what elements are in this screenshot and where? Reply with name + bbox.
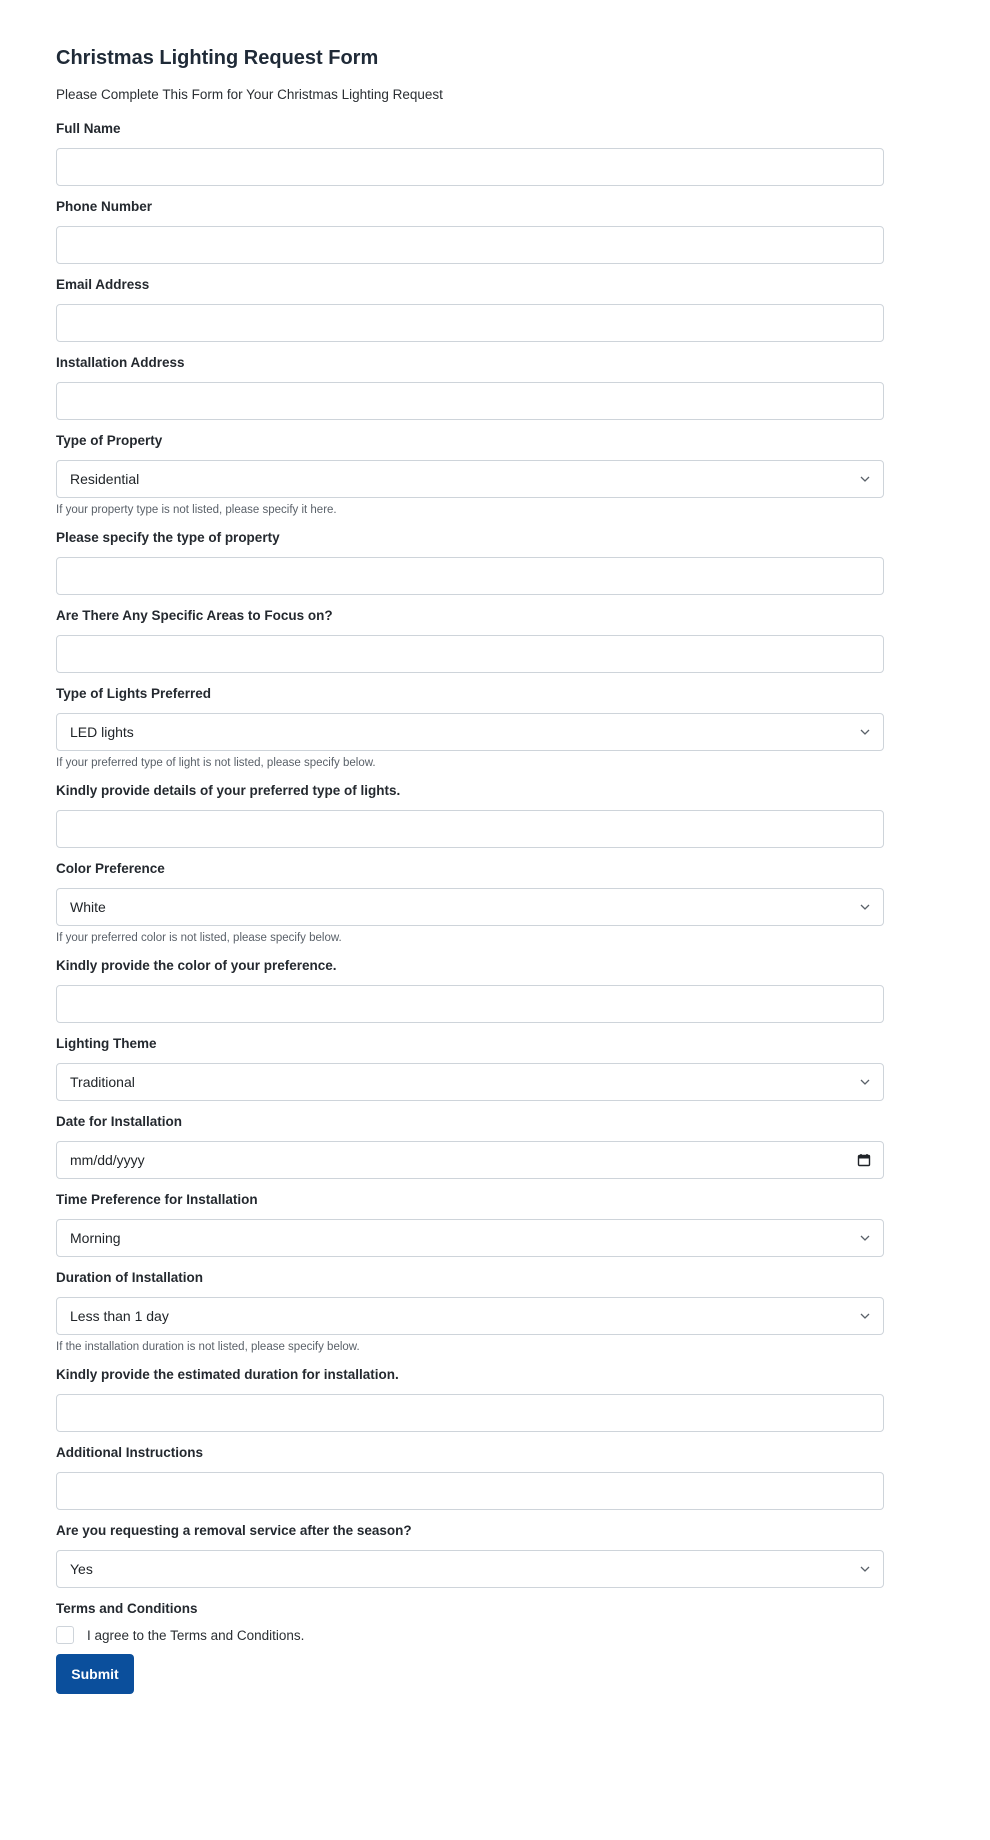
chevron-down-icon [859, 1076, 871, 1088]
terms-checkbox-row [56, 1626, 886, 1644]
property-type-other-label: Please specify the type of property [56, 530, 280, 545]
property-type-field [56, 432, 886, 517]
color-preference-selected-value: White [70, 899, 106, 915]
removal-service-selected-value: Yes [70, 1561, 93, 1577]
focus-areas-input[interactable] [57, 636, 883, 672]
lights-type-other-label: Kindly provide details of your preferred type of lights. [56, 783, 401, 798]
installation-address-input-box[interactable] [56, 382, 884, 420]
color-other-input[interactable] [57, 986, 883, 1022]
phone-number-input-box[interactable] [56, 226, 884, 264]
lighting-theme-label: Lighting Theme [56, 1036, 157, 1051]
removal-service-select[interactable] [56, 1550, 884, 1588]
additional-instructions-input-box[interactable] [56, 1472, 884, 1510]
terms-label: Terms and Conditions [56, 1601, 198, 1616]
chevron-down-icon [859, 1563, 871, 1575]
installation-address-field [56, 354, 886, 420]
duration-help: If the installation duration is not listed, please specify below. [56, 1341, 360, 1353]
duration-other-input[interactable] [57, 1395, 883, 1431]
color-preference-label: Color Preference [56, 861, 165, 876]
time-preference-select[interactable] [56, 1219, 884, 1257]
removal-service-field [56, 1522, 886, 1588]
duration-label: Duration of Installation [56, 1270, 203, 1285]
focus-areas-input-box[interactable] [56, 635, 884, 673]
additional-instructions-label: Additional Instructions [56, 1445, 203, 1460]
lighting-theme-select[interactable] [56, 1063, 884, 1101]
phone-number-label: Phone Number [56, 199, 153, 214]
lights-type-other-input-box[interactable] [56, 810, 884, 848]
lights-type-help: If your preferred type of light is not listed, please specify below. [56, 757, 376, 769]
installation-date-field [56, 1113, 886, 1179]
duration-other-label: Kindly provide the estimated duration for installation. [56, 1367, 399, 1382]
email-address-input-box[interactable] [56, 304, 884, 342]
installation-date-input-box[interactable] [56, 1141, 884, 1179]
lighting-theme-selected-value: Traditional [70, 1074, 135, 1090]
installation-date-label: Date for Installation [56, 1114, 183, 1129]
property-type-other-input[interactable] [57, 558, 883, 594]
lights-type-other-field [56, 782, 886, 848]
focus-areas-field [56, 607, 886, 673]
color-other-field [56, 957, 886, 1023]
lights-type-select[interactable] [56, 713, 884, 751]
full-name-label: Full Name [56, 121, 121, 136]
time-preference-label: Time Preference for Installation [56, 1192, 258, 1207]
color-preference-select[interactable] [56, 888, 884, 926]
lights-type-selected-value: LED lights [70, 724, 134, 740]
lighting-theme-field [56, 1035, 886, 1101]
time-preference-field [56, 1191, 886, 1257]
full-name-input-box[interactable] [56, 148, 884, 186]
property-type-label: Type of Property [56, 433, 163, 448]
phone-number-field [56, 198, 886, 264]
lights-type-other-input[interactable] [57, 811, 883, 847]
email-address-input[interactable] [57, 305, 883, 341]
installation-date-placeholder[interactable]: mm/dd/yyyy [70, 1152, 145, 1168]
terms-checkbox-label[interactable]: I agree to the Terms and Conditions. [87, 1627, 305, 1643]
removal-service-label: Are you requesting a removal service after the season? [56, 1523, 412, 1538]
full-name-input[interactable] [57, 149, 883, 185]
property-type-other-field [56, 529, 886, 595]
form-title: Christmas Lighting Request Form [56, 47, 379, 69]
property-type-help: If your property type is not listed, please specify it here. [56, 504, 337, 516]
chevron-down-icon [859, 473, 871, 485]
color-preference-help: If your preferred color is not listed, please specify below. [56, 932, 342, 944]
chevron-down-icon [859, 1310, 871, 1322]
time-preference-selected-value: Morning [70, 1230, 121, 1246]
lighting-request-form [56, 44, 886, 1694]
full-name-field [56, 120, 886, 186]
chevron-down-icon [859, 1232, 871, 1244]
chevron-down-icon [859, 901, 871, 913]
calendar-icon[interactable] [857, 1153, 871, 1167]
installation-address-input[interactable] [57, 383, 883, 419]
duration-other-input-box[interactable] [56, 1394, 884, 1432]
email-address-label: Email Address [56, 277, 150, 292]
color-other-label: Kindly provide the color of your preference. [56, 958, 337, 973]
terms-checkbox[interactable] [56, 1626, 74, 1644]
form-subtitle: Please Complete This Form for Your Christmas Lighting Request [56, 87, 443, 102]
duration-select[interactable] [56, 1297, 884, 1335]
duration-selected-value: Less than 1 day [70, 1308, 169, 1324]
duration-field [56, 1269, 886, 1354]
terms-field [56, 1600, 886, 1644]
property-type-selected-value: Residential [70, 471, 140, 487]
lights-type-label: Type of Lights Preferred [56, 686, 212, 701]
submit-button[interactable]: Submit [56, 1654, 134, 1694]
property-type-other-input-box[interactable] [56, 557, 884, 595]
additional-instructions-field [56, 1444, 886, 1510]
color-other-input-box[interactable] [56, 985, 884, 1023]
chevron-down-icon [859, 726, 871, 738]
email-address-field [56, 276, 886, 342]
installation-address-label: Installation Address [56, 355, 185, 370]
duration-other-field [56, 1366, 886, 1432]
focus-areas-label: Are There Any Specific Areas to Focus on? [56, 608, 333, 623]
phone-number-input[interactable] [57, 227, 883, 263]
lights-type-field [56, 685, 886, 770]
additional-instructions-input[interactable] [57, 1473, 883, 1509]
color-preference-field [56, 860, 886, 945]
property-type-select[interactable] [56, 460, 884, 498]
